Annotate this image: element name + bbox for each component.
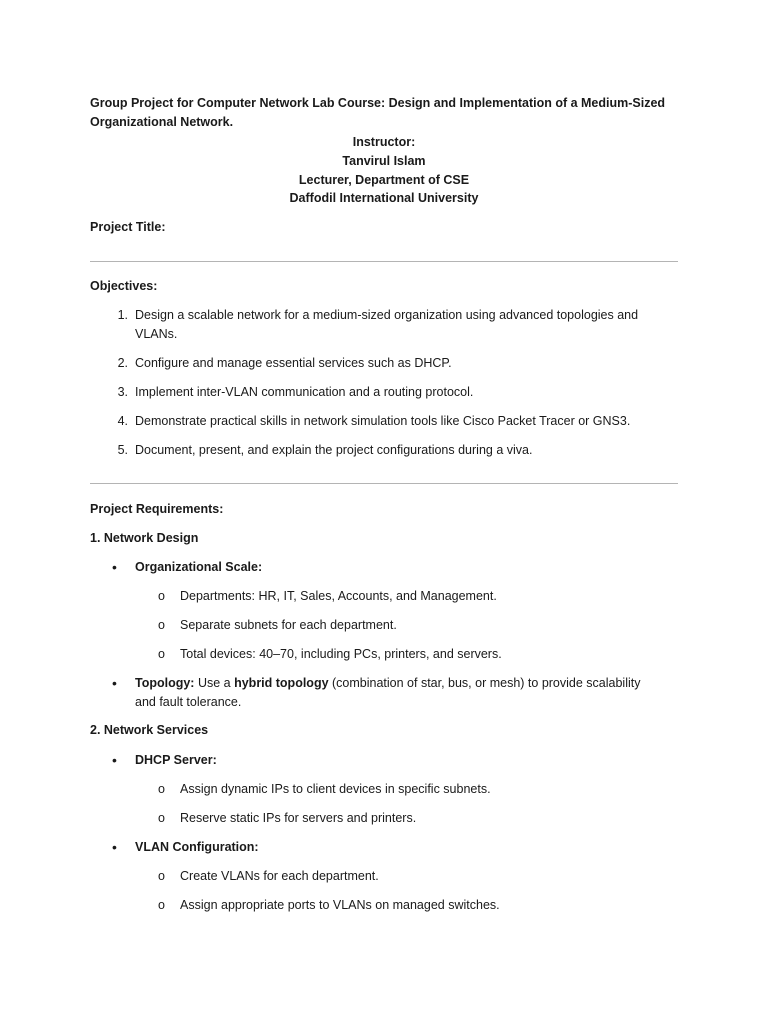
topology-text: Use a xyxy=(194,676,235,690)
circle-bullet-icon: o xyxy=(158,898,165,912)
vlan-label: VLAN Configuration: xyxy=(135,840,259,854)
circle-bullet-icon: o xyxy=(158,811,165,825)
topology-item xyxy=(135,674,655,712)
objective-item: Design a scalable network for a medium-sized organization using advanced topologies and VLANs. xyxy=(135,308,639,341)
vlan-item: Create VLANs for each department. xyxy=(180,869,379,883)
objective-number: 2. xyxy=(117,356,128,370)
org-scale-item: Separate subnets for each department. xyxy=(180,618,397,632)
instructor-position: Lecturer, Department of CSE xyxy=(298,173,470,187)
objective-item: Demonstrate practical skills in network simulation tools like Cisco Packet Tracer or GNS3. xyxy=(135,414,631,428)
network-design-heading: 1. Network Design xyxy=(90,531,199,545)
objective-item: Document, present, and explain the project configurations during a viva. xyxy=(135,443,533,457)
network-services-heading: 2. Network Services xyxy=(90,723,209,737)
topology-label: Topology: xyxy=(135,676,195,690)
vlan-item: Assign appropriate ports to VLANs on managed switches. xyxy=(180,898,500,912)
topology-text: (combination of star, bus, or mesh) to provide scalability and fault tolerance. xyxy=(135,676,641,709)
project-title-label: Project Title: xyxy=(90,220,166,234)
topology-emphasis: hybrid topology xyxy=(234,676,329,690)
dhcp-label: DHCP Server: xyxy=(135,753,217,767)
instructor-label: Instructor: xyxy=(352,135,416,149)
document-title: Group Project for Computer Network Lab Course: Design and Implementation of a Medium-Sized Organizational Network. xyxy=(90,96,666,129)
instructor-name: Tanvirul Islam xyxy=(342,154,426,168)
bullet-icon: • xyxy=(112,752,117,768)
objective-item: Configure and manage essential services such as DHCP. xyxy=(135,356,452,370)
objective-number: 4. xyxy=(117,414,128,428)
org-scale-item: Total devices: 40–70, including PCs, printers, and servers. xyxy=(180,647,502,661)
university-name: Daffodil International University xyxy=(289,191,479,205)
objective-number: 1. xyxy=(117,308,128,322)
requirements-heading: Project Requirements: xyxy=(90,502,224,516)
bullet-icon: • xyxy=(112,839,117,855)
org-scale-label: Organizational Scale: xyxy=(135,560,263,574)
objective-number: 5. xyxy=(117,443,128,457)
circle-bullet-icon: o xyxy=(158,589,165,603)
divider xyxy=(90,261,678,262)
dhcp-item: Reserve static IPs for servers and printers. xyxy=(180,811,417,825)
divider xyxy=(90,483,678,484)
bullet-icon: • xyxy=(112,675,117,691)
objective-item: Implement inter-VLAN communication and a routing protocol. xyxy=(135,385,474,399)
objectives-heading: Objectives: xyxy=(90,279,158,293)
circle-bullet-icon: o xyxy=(158,782,165,796)
objective-number: 3. xyxy=(117,385,128,399)
circle-bullet-icon: o xyxy=(158,618,165,632)
org-scale-item: Departments: HR, IT, Sales, Accounts, and Management. xyxy=(180,589,497,603)
circle-bullet-icon: o xyxy=(158,647,165,661)
circle-bullet-icon: o xyxy=(158,869,165,883)
dhcp-item: Assign dynamic IPs to client devices in specific subnets. xyxy=(180,782,491,796)
bullet-icon: • xyxy=(112,559,117,575)
